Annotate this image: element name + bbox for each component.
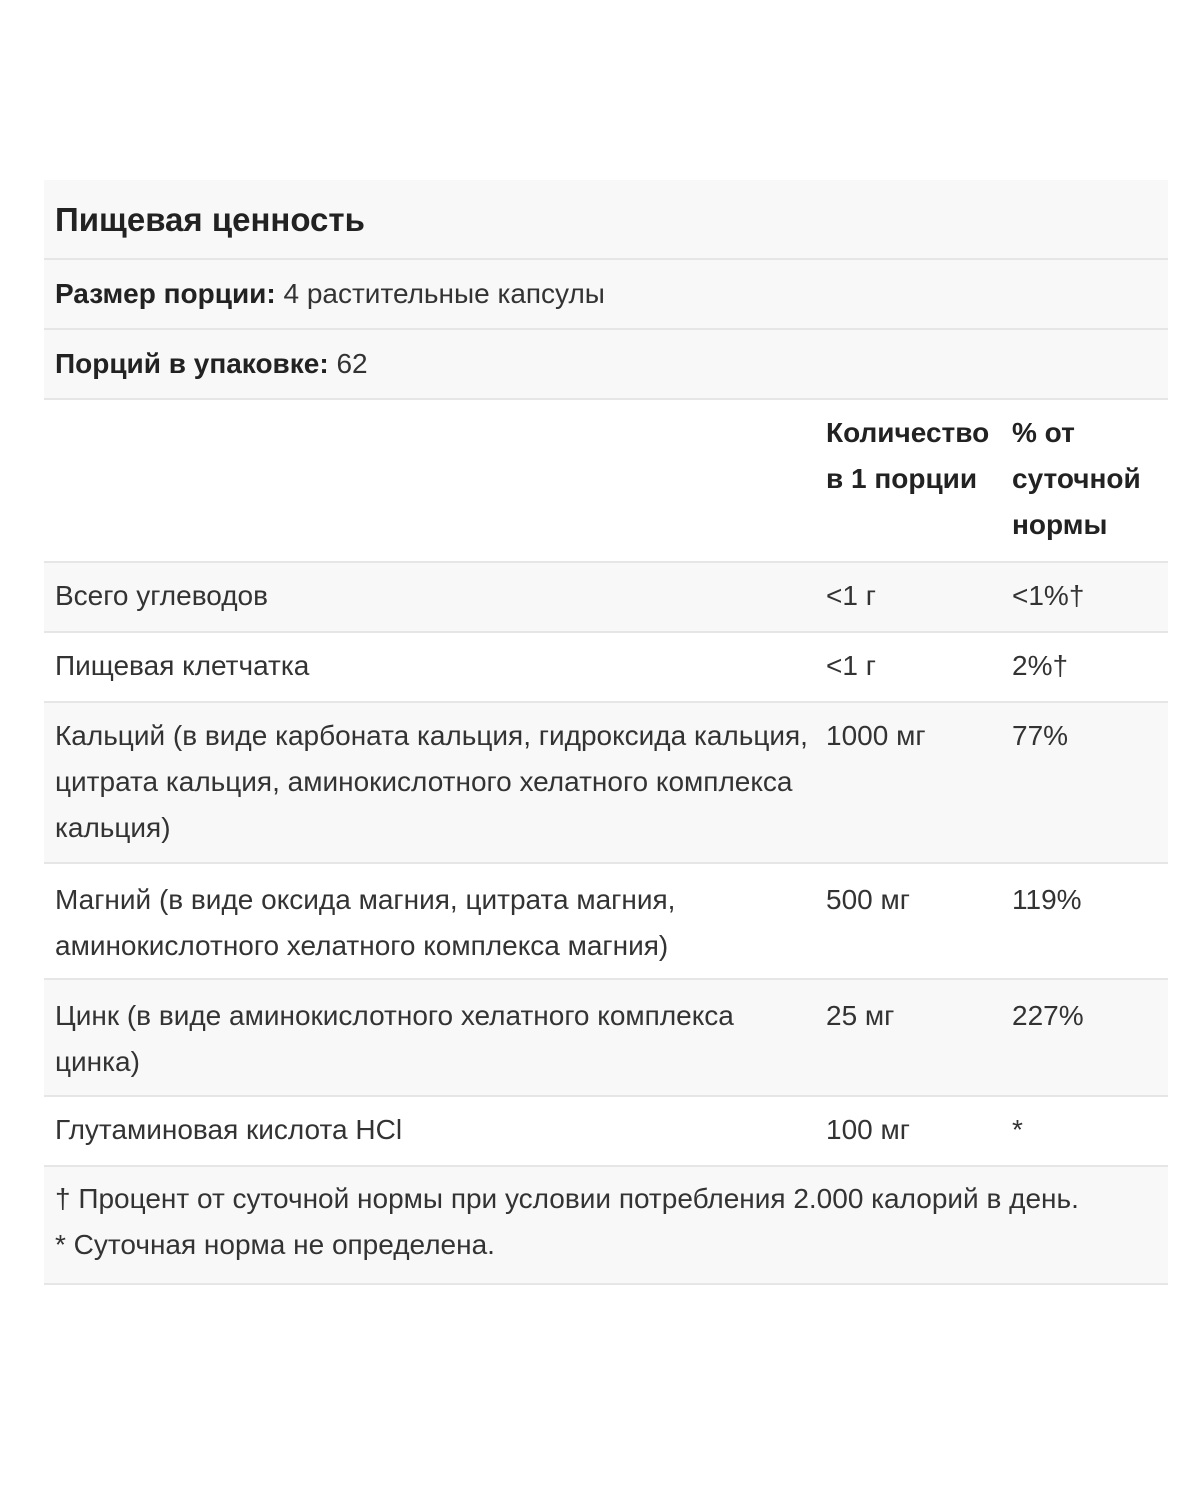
table-row (44, 864, 1168, 980)
footnote-dagger: † Процент от суточной нормы при условии потребления 2.000 калорий в день. (55, 1183, 1079, 1214)
servings-per-container-row (44, 330, 1168, 400)
nutrient-name: Пищевая клетчатка (55, 650, 310, 681)
table-row (44, 703, 1168, 864)
table-header-row (44, 400, 1168, 563)
nutrient-daily-value: 119% (1012, 884, 1082, 915)
serving-size-row (44, 260, 1168, 330)
nutrient-name: Цинк (в виде аминокислотного хелатного комплекса цинка) (55, 1000, 734, 1077)
nutrient-amount: 100 мг (826, 1114, 910, 1145)
serving-size-value: 4 растительные капсулы (275, 278, 605, 309)
nutrient-amount: 25 мг (826, 1000, 895, 1031)
nutrition-facts-panel (44, 180, 1168, 1285)
header-amount: Количество в 1 порции (826, 417, 990, 494)
nutrient-amount: <1 г (826, 580, 876, 611)
nutrient-name: Всего углеводов (55, 580, 269, 611)
servings-per-container-label: Порций в упаковке: (55, 348, 329, 379)
panel-title: Пищевая ценность (44, 180, 1168, 260)
table-row (44, 633, 1168, 703)
servings-per-container-value: 62 (328, 348, 368, 379)
table-row (44, 980, 1168, 1097)
serving-size-label: Размер порции: (55, 278, 276, 309)
nutrient-daily-value: 2%† (1012, 650, 1069, 681)
nutrient-amount: 1000 мг (826, 720, 926, 751)
nutrient-daily-value: <1%† (1012, 580, 1085, 611)
footnotes (44, 1167, 1168, 1285)
table-row (44, 1097, 1168, 1167)
nutrient-name: Магний (в виде оксида магния, цитрата магния, аминокислотного хелатного комплекса магния) (55, 884, 676, 961)
nutrient-daily-value: * (1012, 1114, 1023, 1145)
footnote-asterisk: * Суточная норма не определена. (55, 1229, 495, 1260)
nutrient-daily-value: 227% (1012, 1000, 1084, 1031)
nutrient-amount: 500 мг (826, 884, 910, 915)
header-name-column (55, 410, 826, 561)
nutrient-amount: <1 г (826, 650, 876, 681)
nutrient-daily-value: 77% (1012, 720, 1069, 751)
nutrient-name: Кальций (в виде карбоната кальция, гидроксида кальция, цитрата кальция, аминокислотного хелатного комплекса кальция) (55, 720, 808, 843)
header-daily-value: % от суточной нормы (1012, 417, 1141, 540)
nutrient-name: Глутаминовая кислота HCl (55, 1114, 403, 1145)
table-row (44, 563, 1168, 633)
